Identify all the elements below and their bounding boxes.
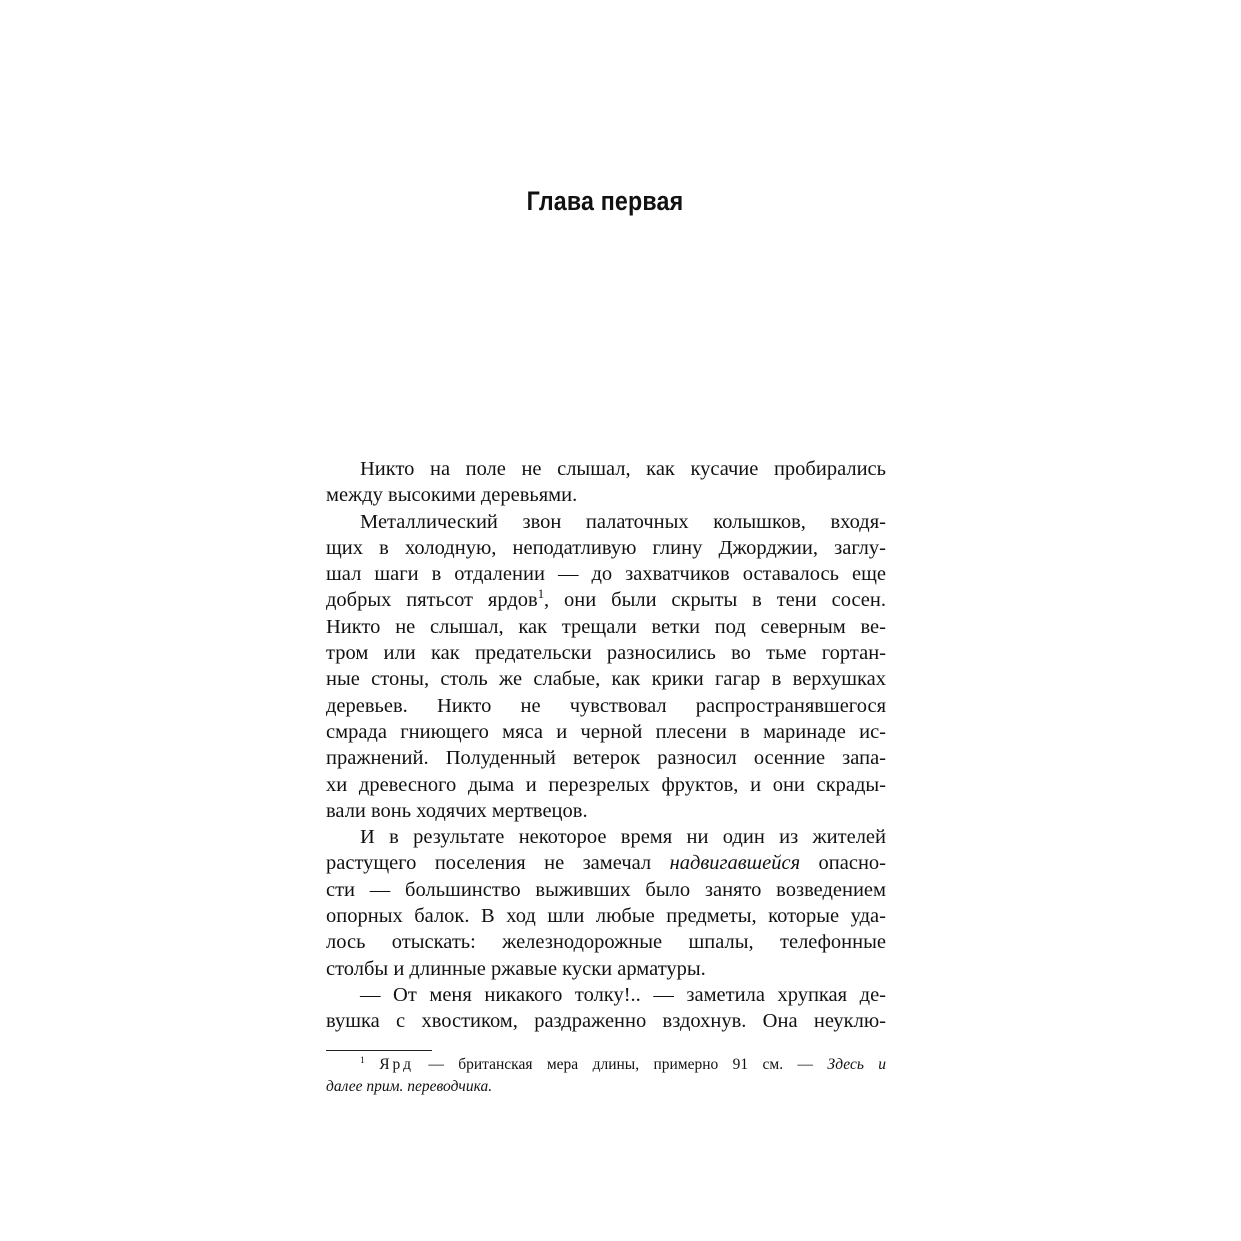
text-fragment: опасно- <box>818 852 886 875</box>
text-line: деревьев. Никто не чувствовал распространявшегося <box>326 694 886 717</box>
text-line: сти — большинство выживших было занято возведением <box>326 878 886 901</box>
text-line: тром или как предательски разносились во тьме гортан- <box>326 642 886 665</box>
text-line: вушка с хвостиком, раздраженно вздохнув. Она неуклю- <box>326 1010 886 1033</box>
text-line <box>326 850 886 876</box>
text-line: опорных балок. В ход шли любые предметы, которые уда- <box>326 905 886 928</box>
text-fragment: добрых пятьсот ярдов <box>326 589 538 612</box>
text-line: И в результате некоторое время ни один из жителей <box>360 826 886 849</box>
footnote-note: Здесь и <box>827 1056 887 1073</box>
italic-word: надвигавшейся <box>669 852 801 875</box>
footnote <box>326 1054 886 1098</box>
text-line: вали вонь ходячих мертвецов. <box>326 799 588 822</box>
footnote-ref[interactable]: 1 <box>537 587 545 602</box>
body-text <box>326 456 886 1035</box>
chapter-title: Глава первая <box>526 186 684 216</box>
text-line: щих в холодную, неподатливую глину Джорджии, заглу- <box>326 536 886 559</box>
text-line: Никто не слышал, как трещали ветки под северным ве- <box>326 615 886 638</box>
footnote-marker: 1 <box>360 1054 365 1066</box>
text-fragment: , они были скрыты в тени сосен. <box>544 589 886 612</box>
text-line: лось отыскать: железнодорожные шпалы, телефонные <box>326 931 886 954</box>
text-line: ные стоны, столь же слабые, как крики гагар в верхушках <box>326 668 886 691</box>
footnote-text: — британская мера длины, примерно 91 см. — <box>428 1056 813 1073</box>
text-line: пражнений. Полуденный ветерок разносил осенние запа- <box>326 747 886 770</box>
footnote-line <box>326 1076 886 1098</box>
footnote-line <box>326 1054 886 1076</box>
footnote-divider <box>326 1050 432 1051</box>
text-line: хи древесного дыма и перезрелых фруктов, и они скрады- <box>326 773 886 796</box>
footnote-term: Ярд <box>379 1056 414 1073</box>
text-fragment: растущего поселения не замечал <box>326 852 652 875</box>
text-line: смрада гниющего мяса и черной плесени в маринаде ис- <box>326 720 886 743</box>
text-line: шал шаги в отдалении — до захватчиков оставалось еще <box>326 563 886 586</box>
text-line: Никто на поле не слышал, как кусачие пробирались <box>360 458 886 480</box>
text-line <box>326 587 886 613</box>
footnote-note: далее прим. переводчика. <box>326 1078 493 1095</box>
text-line: между высокими деревьями. <box>326 484 578 507</box>
text-line: Металлический звон палаточных колышков, входя- <box>360 510 886 533</box>
text-line: — От меня никакого толку!.. — заметила хрупкая де- <box>360 983 886 1006</box>
text-line: столбы и длинные ржавые куски арматуры. <box>326 957 706 980</box>
